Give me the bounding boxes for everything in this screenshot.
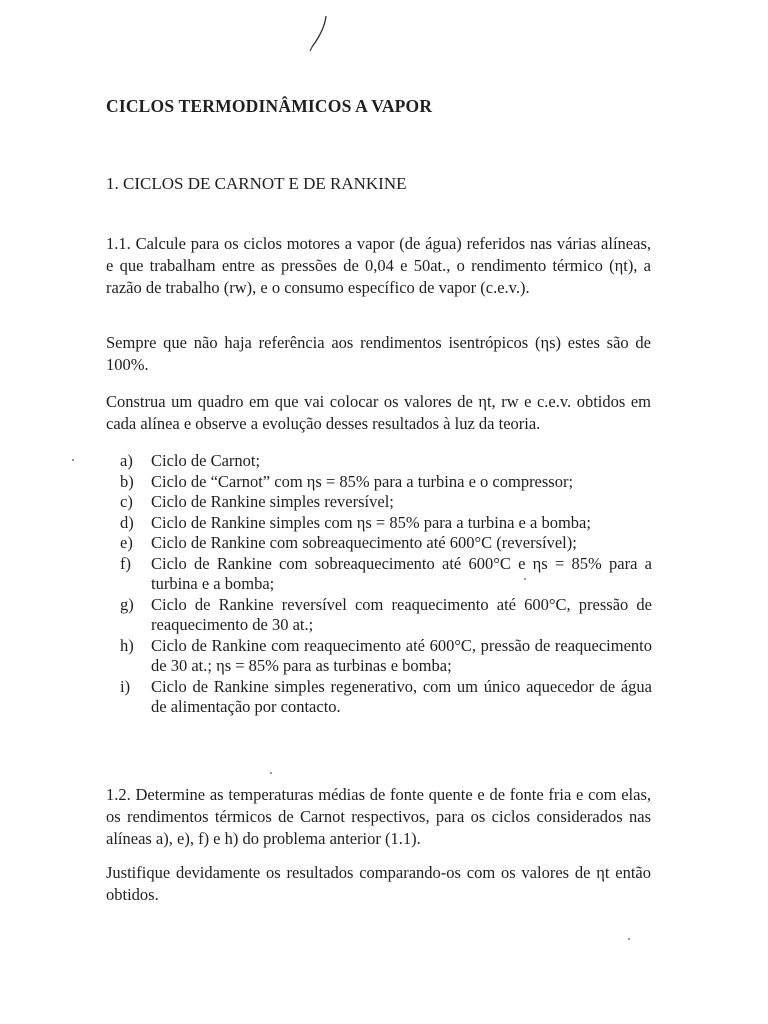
list-item xyxy=(120,513,652,534)
list-item xyxy=(120,533,652,554)
list-item xyxy=(120,554,652,595)
list-item-text: Ciclo de Rankine com sobreaquecimento até 600°C (reversível); xyxy=(151,533,577,552)
section-heading: 1. CICLOS DE CARNOT E DE RANKINE xyxy=(106,174,407,193)
paragraph-isentropic: Sempre que não haja referência aos rendimentos isentrópicos (ηs) estes são de 100%. xyxy=(106,333,651,374)
list-item-label: c) xyxy=(120,492,133,511)
paragraph-table: Construa um quadro em que vai colocar os valores de ηt, rw e c.e.v. obtidos em cada alínea e observe a evolução desses resultados à luz da teoria. xyxy=(106,392,651,433)
list-item xyxy=(120,472,652,493)
list-item-label: h) xyxy=(120,635,134,655)
list-item-text: Ciclo de Rankine simples regenerativo, com um único aquecedor de água de alimentação por contacto. xyxy=(151,676,652,716)
list-item-label: b) xyxy=(120,471,134,491)
list-item-text: Ciclo de “Carnot” com ηs = 85% para a turbina e o compressor; xyxy=(151,471,574,491)
paragraph-justify: Justifique devidamente os resultados comparando-os com os valores de ηt então obtidos. xyxy=(106,863,651,904)
list-item-text: Ciclo de Rankine simples reversível; xyxy=(151,492,394,511)
list-item xyxy=(120,595,652,636)
list-item-label: e) xyxy=(120,533,133,552)
paragraph-1-1: 1.1. Calcule para os ciclos motores a vapor (de água) referidos nas várias alíneas, e que trabalham entre as pressões de 0,04 e 50at., o rendimento térmico (ηt), a razão de trabalho (rw), e o consumo específico de vapor (c.e.v.). xyxy=(106,234,651,297)
list-item xyxy=(120,636,652,677)
scan-speck xyxy=(628,938,630,940)
scan-speck xyxy=(72,459,74,461)
list-item-label: i) xyxy=(120,676,131,696)
paragraph-1-2: 1.2. Determine as temperaturas médias de fonte quente e de fonte fria e com elas, os rendimentos térmicos de Carnot respectivos, para os ciclos considerados nas alíneas a), e), f) e h) do problema anterior (1.1). xyxy=(106,785,651,848)
list-item-label: f) xyxy=(120,553,131,573)
scan-speck xyxy=(270,772,272,774)
list-item-label: d) xyxy=(120,512,134,532)
list-item-text: Ciclo de Rankine reversível com reaquecimento até 600°C, pressão de reaquecimento de 30 at.; xyxy=(151,594,652,634)
list-item xyxy=(120,677,652,718)
cycle-list xyxy=(120,451,652,718)
list-item-label: g) xyxy=(120,594,134,614)
list-item-label: a) xyxy=(120,451,133,470)
list-item xyxy=(120,451,652,472)
document-title: CICLOS TERMODINÂMICOS A VAPOR xyxy=(106,96,433,116)
pen-mark-icon xyxy=(304,14,334,54)
list-item xyxy=(120,492,652,513)
list-item-text: Ciclo de Rankine com reaquecimento até 600°C, pressão de reaquecimento de 30 at.; ηs = 85% para as turbinas e bomba; xyxy=(151,635,652,675)
list-item-text: Ciclo de Rankine simples com ηs = 85% para a turbina e a bomba; xyxy=(151,512,591,532)
list-item-text: Ciclo de Carnot; xyxy=(151,451,261,470)
list-item-text: Ciclo de Rankine com sobreaquecimento até 600°C e ηs = 85% para a turbina e a bomba; xyxy=(151,553,652,593)
scan-speck xyxy=(524,578,526,580)
